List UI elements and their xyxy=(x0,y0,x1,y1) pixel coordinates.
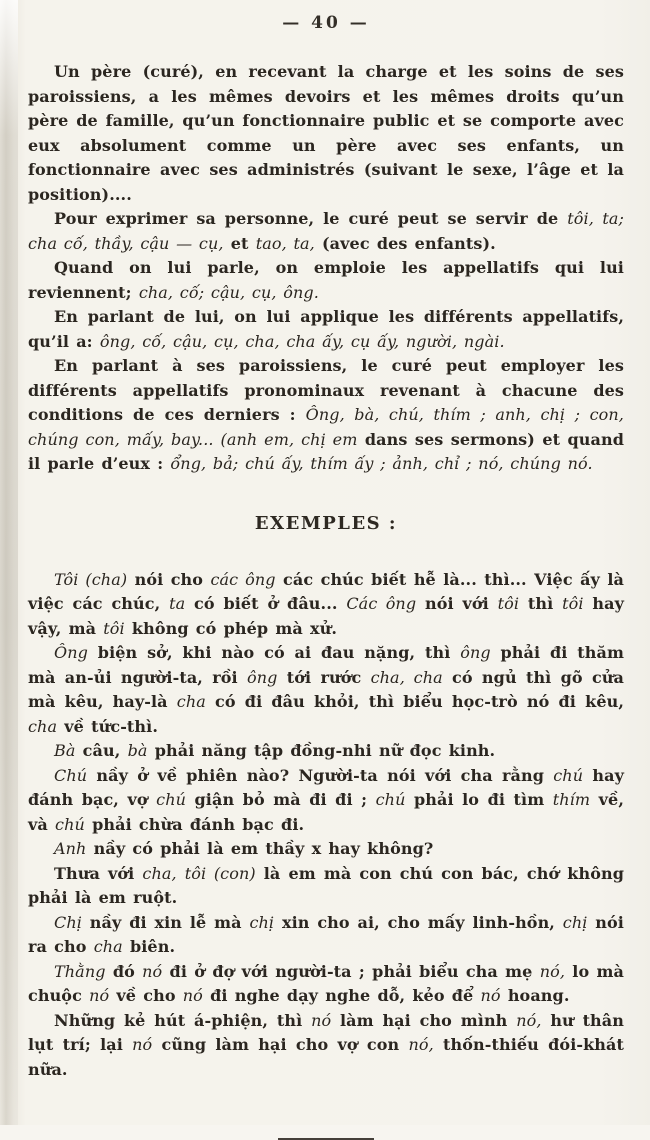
text-run: (avec des enfants). xyxy=(314,233,496,253)
italic-term: Chị xyxy=(54,912,82,932)
italic-term: chị xyxy=(249,912,275,932)
text-run: làm hại cho mình xyxy=(331,1010,517,1030)
italic-term: thím xyxy=(552,790,591,809)
text-run: hoang. xyxy=(500,986,570,1005)
italic-term: Ông, bà, chú, thím ; anh, chị ; con, chúng con, mấy, bay... (anh em, chị em xyxy=(28,405,624,449)
text-run: Những kẻ hút á-phiện, thì xyxy=(54,1010,312,1030)
text-run: nói với xyxy=(416,594,498,613)
text-run: không có phép mà xử. xyxy=(124,618,338,638)
italic-term: Bà xyxy=(54,741,76,760)
italic-term: Các ông xyxy=(346,594,417,613)
intro-paragraph xyxy=(28,305,624,354)
text-run: về cho xyxy=(109,986,183,1005)
text-run: phải chừa đánh bạc đi. xyxy=(84,814,305,834)
text-run: giận bỏ mà đi đi ; xyxy=(186,790,376,809)
italic-term: chú xyxy=(375,790,406,809)
text-run: hay đánh bạc, vợ xyxy=(28,765,624,809)
intro-paragraph xyxy=(28,60,624,207)
italic-term: chú xyxy=(156,790,187,809)
text-run: có đi đâu khỏi, thì biểu học-trò nó đi kêu, xyxy=(205,692,624,711)
italic-term: cha, xyxy=(142,863,177,883)
text-run: Thưa với xyxy=(54,863,143,883)
text-run: Un père (curé), en recevant la charge et les soins de ses paroissiens, a les mêmes devoirs et les mêmes droits qu’un père de famille, qu’un fonctionnaire public et se comporte avec eux absolument comme un père avec ses enfants, un fonctionnaire avec ses administrés (suivant le sexe, l’âge et la position).... xyxy=(28,62,624,204)
text-run: có biết ở đâu... xyxy=(185,594,347,613)
italic-term: nó, xyxy=(539,961,566,981)
text-run: Pour exprimer sa personne, le curé peut se servir de xyxy=(54,209,568,228)
text-run: phải đi thăm mà an-ủi người-ta, rồi xyxy=(28,643,624,687)
text-run: đi nghe dạy nghe dỗ, kẻo để xyxy=(202,986,481,1005)
italic-term: ta xyxy=(169,594,186,613)
text-run: et xyxy=(223,233,256,253)
italic-term: ông xyxy=(460,643,491,662)
text-run: thốn-thiếu đói-khát nữa. xyxy=(28,1035,624,1079)
page-number-header: — 40 — xyxy=(282,13,370,33)
intro-paragraph xyxy=(28,354,624,477)
text-run: En parlant de lui, on lui applique les différents appellatifs, qu’il a: xyxy=(28,307,624,351)
text-run: tới rước xyxy=(277,667,371,687)
italic-term: các ông xyxy=(210,569,276,589)
italic-term: nó, xyxy=(516,1010,542,1030)
text-run: nầy đi xin lễ mà xyxy=(81,912,250,932)
italic-term: ông xyxy=(246,667,278,687)
example-paragraph xyxy=(28,641,624,739)
italic-term: Chú xyxy=(54,765,88,785)
text-run: hay vậy, mà xyxy=(28,594,624,638)
example-paragraph xyxy=(28,764,624,838)
italic-term: tôi (con) xyxy=(184,863,256,883)
example-paragraph xyxy=(28,911,624,960)
example-paragraph xyxy=(28,739,624,764)
text-run: nầy có phải là em thầy x hay không? xyxy=(86,839,434,858)
italic-term: ông, cố, cậu, cụ, cha, cha ấy, cụ ấy, người, ngài. xyxy=(99,331,505,351)
text-run: nói ra cho xyxy=(28,912,624,956)
italic-term: bà xyxy=(127,741,148,760)
text-run: có ngủ thì gõ cửa mà kêu, hay-là xyxy=(28,667,624,711)
italic-term: cha xyxy=(28,716,58,736)
italic-term: nó xyxy=(132,1035,153,1054)
italic-term: nó xyxy=(182,986,203,1005)
example-paragraph xyxy=(28,960,624,1009)
text-run: dans ses sermons) et quand il parle d’eux : xyxy=(28,429,624,473)
text-run: các chúc biết hễ là... thì... Việc ấy là việc các chúc, xyxy=(28,569,624,613)
text-run: thì xyxy=(519,594,563,613)
text-run: về tức-thì. xyxy=(57,716,159,736)
text-run: hư thân lụt trí; lại xyxy=(28,1010,624,1054)
italic-term: nó xyxy=(89,986,110,1005)
text-run: câu, xyxy=(75,741,128,760)
text-run: về, và xyxy=(28,790,624,834)
italic-term: Thằng xyxy=(54,961,106,981)
italic-term: Anh xyxy=(54,839,87,858)
text-run: nầy ở về phiên nào? Người-ta nói với cha rằng xyxy=(87,765,554,785)
italic-term: ổng, bả; chú ấy, thím ấy ; ảnh, chỉ ; nó, chúng nó. xyxy=(170,454,593,473)
text-run: lo mà chuộc xyxy=(28,961,624,1005)
text-run: biện sở, khi nào có ai đau nặng, thì xyxy=(87,643,461,662)
italic-term: chú xyxy=(553,765,584,785)
text-run: đi ở đợ với người-ta ; phải biểu cha mẹ xyxy=(162,961,540,981)
italic-term: tao, ta, xyxy=(255,233,315,253)
text-run: phải lo đi tìm xyxy=(405,790,553,809)
italic-term: cha, cố; cậu, cụ, ông. xyxy=(138,282,319,302)
intro-paragraph xyxy=(28,256,624,305)
italic-term: cha xyxy=(93,937,123,956)
text-run: là em mà con chú con bác, chớ không phải là em ruột. xyxy=(28,863,624,907)
intro-paragraph xyxy=(28,207,624,256)
italic-term: nó, xyxy=(408,1035,434,1054)
intro-paragraphs xyxy=(28,60,624,477)
italic-term: cha xyxy=(176,692,206,711)
example-paragraphs xyxy=(28,568,624,1083)
italic-term: Tôi (cha) xyxy=(54,569,128,589)
text-run: nói cho xyxy=(127,569,211,589)
text-run xyxy=(177,864,185,883)
section-heading-exemples: EXEMPLES : xyxy=(254,512,398,534)
italic-term: cha, cha xyxy=(370,667,443,687)
italic-term: chị xyxy=(562,912,588,932)
italic-term: tôi xyxy=(562,594,584,613)
example-paragraph xyxy=(28,1009,624,1083)
italic-term: nó xyxy=(142,961,163,981)
example-paragraph xyxy=(28,837,624,862)
text-run: đó xyxy=(105,961,143,981)
italic-term: nó xyxy=(311,1010,332,1030)
text-run: cũng làm hại cho vợ con xyxy=(152,1035,409,1054)
italic-term: nó xyxy=(480,986,501,1005)
example-paragraph xyxy=(28,568,624,642)
text-run: En parlant à ses paroissiens, le curé peut employer les différents appellatifs pronominaux revenant à chacune des conditions de ces derniers : xyxy=(28,356,624,424)
italic-term: tôi xyxy=(103,618,125,638)
text-run: Quand on lui parle, on emploie les appellatifs qui lui reviennent; xyxy=(28,258,624,302)
italic-term: Ông xyxy=(54,643,88,662)
italic-term: tôi, ta; cha cố, thầy, cậu — cụ, xyxy=(28,209,624,253)
example-paragraph xyxy=(28,862,624,911)
text-run: xin cho ai, cho mấy linh-hồn, xyxy=(274,912,563,932)
italic-term: chú xyxy=(55,814,85,834)
italic-term: tôi xyxy=(497,594,520,613)
text-run: phải năng tập đồng-nhi nữ đọc kinh. xyxy=(147,741,496,760)
text-run: biên. xyxy=(122,937,176,956)
